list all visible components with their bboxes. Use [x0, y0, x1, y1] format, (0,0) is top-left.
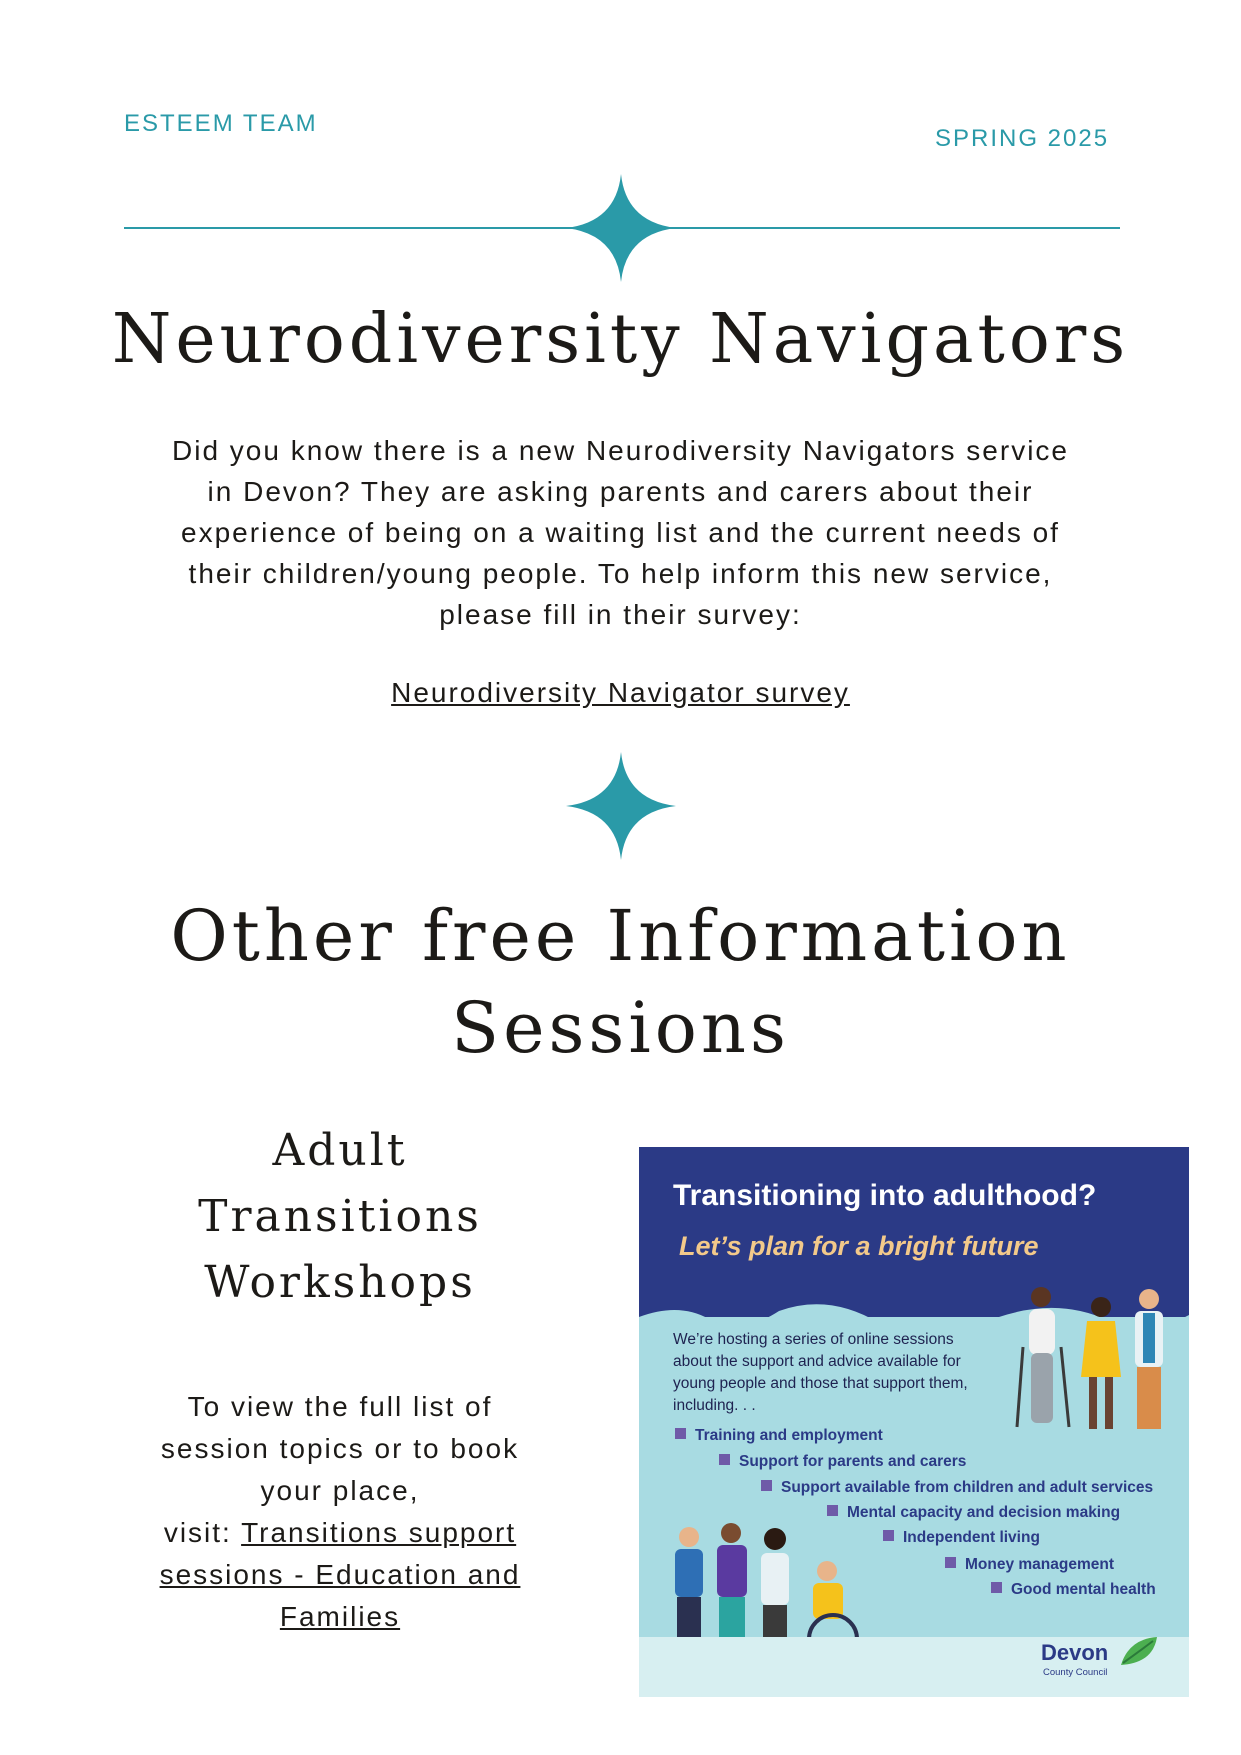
survey-link[interactable]: Neurodiversity Navigator survey [391, 677, 850, 708]
flyer-list-item: Money management [945, 1556, 1114, 1574]
bullet-square-icon [827, 1505, 838, 1516]
flyer-list-item: Training and employment [675, 1427, 883, 1445]
workshops-link-line [110, 1554, 570, 1596]
flyer-list-item: Good mental health [991, 1581, 1156, 1599]
bullet-square-icon [945, 1557, 956, 1568]
header-season: SPRING 2025 [935, 125, 1110, 152]
workshops-visit-line [110, 1512, 570, 1554]
transitions-link-part[interactable]: sessions - Education and [159, 1559, 521, 1590]
devon-logo-text: Devon [1041, 1640, 1109, 1665]
workshops-link-line [110, 1596, 570, 1638]
transitions-flyer [639, 1147, 1189, 1697]
description-line: their children/young people. To help inform this new service, [188, 558, 1053, 589]
flyer-subheading: Let’s plan for a bright future [679, 1231, 1039, 1261]
flyer-heading: Transitioning into adulthood? [673, 1179, 1097, 1212]
devon-logo-subtext: County Council [1043, 1667, 1108, 1678]
navigators-description [100, 430, 1141, 635]
description-line: Did you know there is a new Neurodiversity Navigators service [172, 435, 1069, 466]
flyer-list-item: Independent living [883, 1529, 1040, 1547]
navigators-title: Neurodiversity Navigators [111, 300, 1130, 379]
people-illustration-icon [1009, 1277, 1179, 1447]
description-line: please fill in their survey: [439, 599, 802, 630]
survey-link-row [100, 672, 1141, 713]
header-team: ESTEEM TEAM [124, 110, 318, 137]
bullet-square-icon [761, 1480, 772, 1491]
workshops-title-line: Transitions [198, 1191, 482, 1242]
workshops-line: session topics or to book [160, 1433, 520, 1464]
workshops-line: To view the full list of [187, 1391, 493, 1422]
sessions-title [0, 890, 1241, 1074]
transitions-link-part[interactable]: Transitions support [241, 1517, 517, 1548]
bullet-square-icon [991, 1582, 1002, 1593]
visit-prefix: visit: [163, 1517, 242, 1548]
bullet-square-icon [675, 1428, 686, 1439]
sparkle-star-icon [566, 752, 676, 860]
workshops-line: your place, [260, 1475, 420, 1506]
transitions-link-part[interactable]: Families [279, 1601, 401, 1632]
description-line: experience of being on a waiting list and the current needs of [181, 517, 1060, 548]
sparkle-star-icon [566, 174, 676, 282]
flyer-list-item: Support available from children and adult services [761, 1479, 1153, 1497]
workshops-title-line: Adult [272, 1125, 408, 1176]
flyer-intro: We’re hosting a series of online sessions about the support and advice available for young people and those that support them, including. . . [673, 1331, 968, 1414]
description-line: in Devon? They are asking parents and carers about their [207, 476, 1034, 507]
sessions-title-line: Sessions [451, 987, 790, 1069]
workshops-description [110, 1386, 570, 1638]
leaf-logo-icon [1119, 1635, 1159, 1671]
workshops-title-line: Workshops [204, 1257, 476, 1308]
sessions-title-line: Other free Information [170, 895, 1071, 977]
flyer-list-item: Support for parents and carers [719, 1453, 966, 1471]
bullet-square-icon [719, 1454, 730, 1465]
workshops-title [140, 1118, 540, 1316]
flyer-list-item: Mental capacity and decision making [827, 1504, 1120, 1522]
